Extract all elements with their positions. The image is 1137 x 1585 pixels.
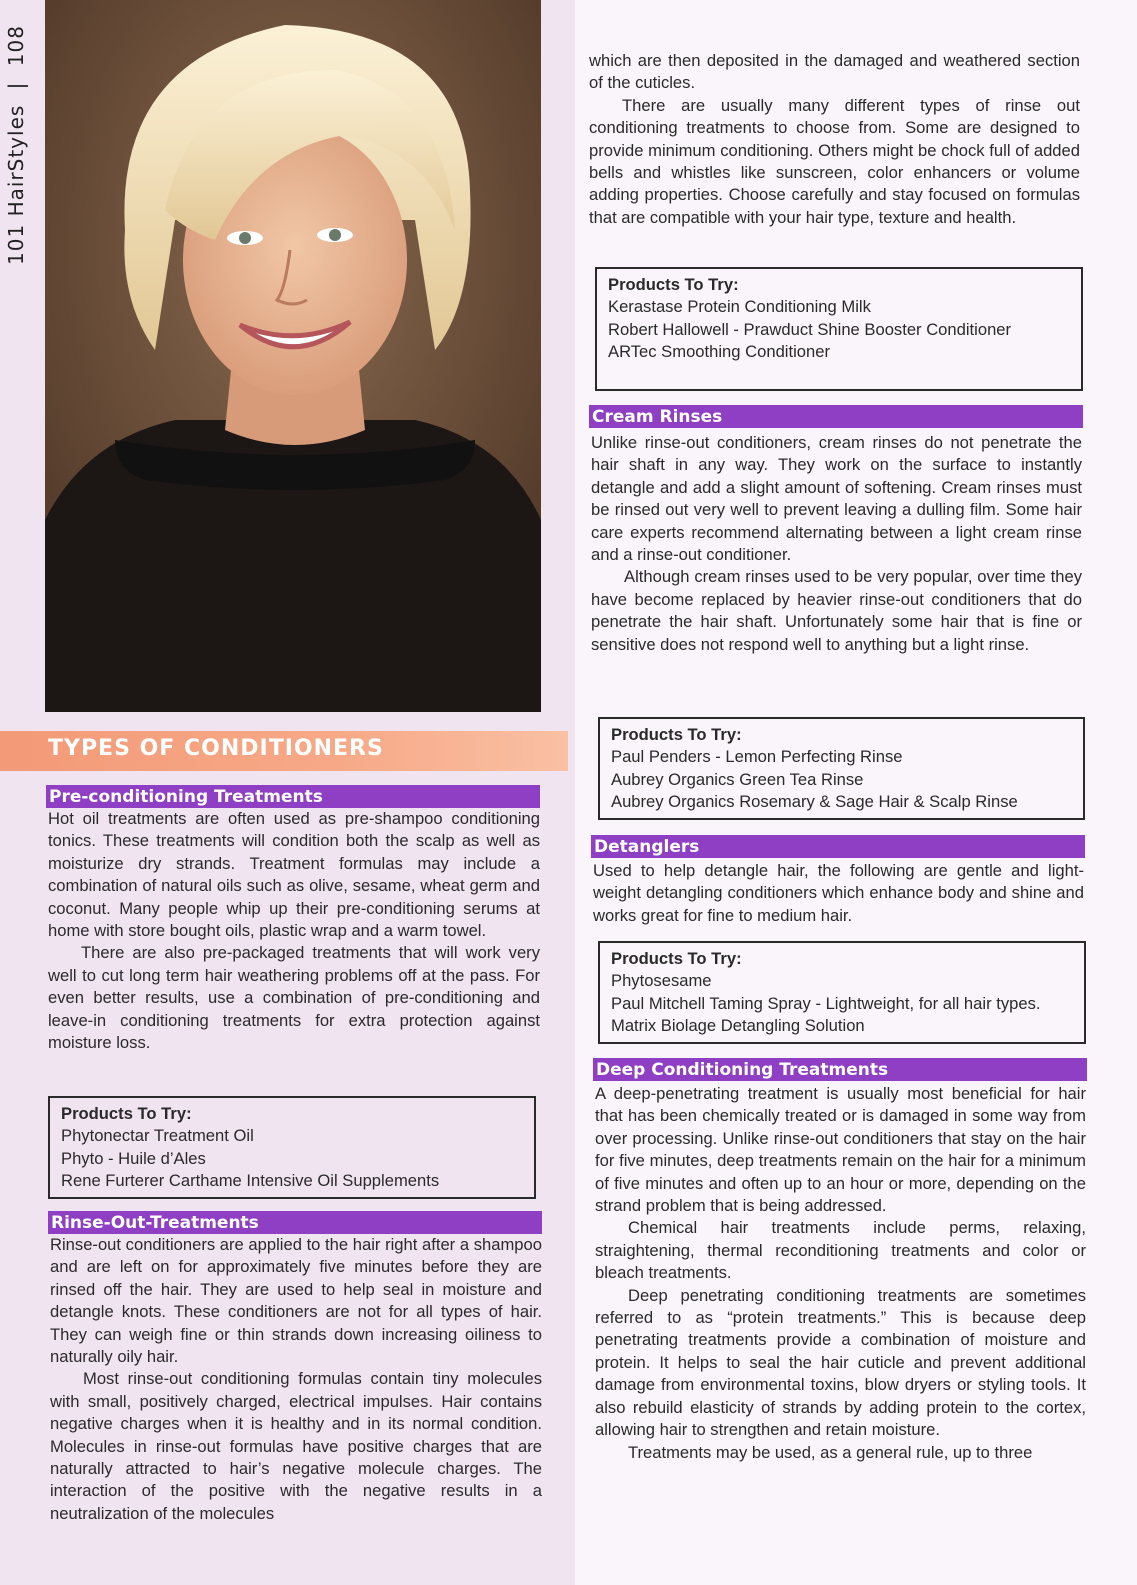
products-title: Products To Try: xyxy=(608,275,739,294)
rinse-out-continued-body xyxy=(589,50,1080,229)
paragraph: Most rinse-out conditioning formulas contain tiny molecules with small, positively charged, electrical impulses. Hair contains negative charges when it is healthy and in its normal condition. Molecules in rinse-out formulas have positive charges that are naturally attracted to hair’s negative molecule charges. The interaction of the positive with the negative results in a neutralization of the molecules xyxy=(50,1369,542,1523)
product-item: Paul Penders - Lemon Perfecting Rinse xyxy=(611,747,903,767)
product-item: Kerastase Protein Conditioning Milk xyxy=(608,297,871,317)
product-item: Aubrey Organics Green Tea Rinse xyxy=(611,769,864,789)
preconditioning-heading: Pre-conditioning Treatments xyxy=(46,785,540,808)
section-title: TYPES OF CONDITIONERS xyxy=(48,736,384,761)
paragraph: There are also pre-packaged treatments that will work very well to cut long term hair weathering problems off at the pass. For even better results, use a combination of pre-conditioning and leave-in conditioning treatments for extra protection against moisture loss. xyxy=(48,943,540,1053)
detanglers-body xyxy=(593,860,1084,927)
deep-conditioning-heading: Deep Conditioning Treatments xyxy=(593,1058,1087,1081)
paragraph: Unlike rinse-out conditioners, cream rinses do not penetrate the hair shaft in any way. They work on the surface to instantly detangle and add a slight amount of softening. Cream rinses must be rinsed out very well to prevent leaving a dulling film. Some hair care experts recommend alternating between a light cream rinse and a rinse-out conditioner. xyxy=(591,433,1082,565)
detanglers-products-box xyxy=(598,941,1086,1044)
product-item: Matrix Biolage Detangling Solution xyxy=(611,1016,865,1036)
paragraph: Used to help detangle hair, the following are gentle and light-weight detangling conditioners which enhance body and shine and works great for fine to medium hair. xyxy=(593,861,1084,925)
product-item: Paul Mitchell Taming Spray - Lightweight, for all hair types. xyxy=(611,993,1041,1013)
product-item: Rene Furterer Carthame Intensive Oil Supplements xyxy=(61,1171,440,1191)
page-number: 108 xyxy=(4,25,28,67)
cream-rinses-heading: Cream Rinses xyxy=(589,405,1083,428)
rinse-out-body xyxy=(50,1234,542,1525)
paragraph: Hot oil treatments are often used as pre-shampoo conditioning tonics. These treatments will condition both the scalp as well as moisturize dry strands. Treatment formulas may include a combination of natural oils such as olive, sesame, wheat germ and coconut. Many people whip up their pre-conditioning serums at home with store bought oils, plastic wrap and a warm towel. xyxy=(48,809,540,941)
products-title: Products To Try: xyxy=(61,1104,192,1123)
product-item: Robert Hallowell - Prawduct Shine Booster Conditioner xyxy=(608,319,1012,339)
paragraph: Chemical hair treatments include perms, relaxing, straightening, thermal reconditioning treatments and color or bleach treatments. xyxy=(595,1218,1086,1283)
rinse-out-heading: Rinse-Out-Treatments xyxy=(48,1211,542,1234)
cream-rinses-products-box xyxy=(598,717,1085,820)
rinse-out-products-box xyxy=(595,267,1083,391)
running-header xyxy=(2,20,30,270)
paragraph: A deep-penetrating treatment is usually most beneficial for hair that has been chemically treated or is damaged in some way from over processing. Unlike rinse-out conditioners that stay on the hair for five minutes, deep treatments remain on the hair for a minimum of five minutes and often up to an hour or more, depending on the strand problem that is being addressed. xyxy=(595,1084,1086,1216)
running-title: 101 HairStyles xyxy=(4,104,28,265)
products-title: Products To Try: xyxy=(611,725,742,744)
paragraph: Although cream rinses used to be very popular, over time they have become replaced by heavier rinse-out conditioners that do penetrate the hair shaft. Unfortunately some hair that is fine or sensitive does not respond well to anything but a light rinse. xyxy=(591,567,1082,654)
paragraph: Rinse-out conditioners are applied to the hair right after a shampoo and are left on for approximately five minutes before they are rinsed off the hair. They are used to help seal in moisture and detangle knots. These conditioners are not for all types of hair. They can weigh fine or thin strands down increasing oiliness to naturally oily hair. xyxy=(50,1235,542,1367)
product-item: Aubrey Organics Rosemary & Sage Hair & Scalp Rinse xyxy=(611,792,1018,812)
product-item: ARTec Smoothing Conditioner xyxy=(608,342,830,362)
cream-rinses-body xyxy=(591,432,1082,656)
title-separator: | xyxy=(4,81,28,90)
detanglers-heading: Detanglers xyxy=(591,835,1085,858)
paragraph: There are usually many different types of rinse out conditioning treatments to choose from. Some are designed to provide minimum conditioning. Others might be chock full of added bells and whistles like sunscreen, color enhancers or volume adding properties. Choose carefully and stay focused on formulas that are compatible with your hair type, texture and health. xyxy=(589,95,1080,227)
product-item: Phyto - Huile d’Ales xyxy=(61,1148,206,1168)
paragraph: Treatments may be used, as a general rule, up to three xyxy=(628,1442,1033,1462)
product-item: Phytosesame xyxy=(611,971,712,991)
paragraph: which are then deposited in the damaged and weathered section of the cuticles. xyxy=(589,51,1080,93)
portrait-photo xyxy=(45,0,541,712)
paragraph: Deep penetrating conditioning treatments are sometimes referred to as “protein treatments.” This is because deep penetrating treatments provide a combination of moisture and protein. It helps to seal the hair cuticle and prevent additional damage from environmental toxins, blow dryers or styling tools. It also rebuild elasticity of strands by adding protein to the cortex, allowing hair to strengthen and retain moisture. xyxy=(595,1285,1086,1440)
preconditioning-products-box xyxy=(48,1096,536,1199)
deep-conditioning-body xyxy=(595,1083,1086,1464)
product-item: Phytonectar Treatment Oil xyxy=(61,1126,254,1146)
preconditioning-body xyxy=(48,808,540,1054)
section-banner xyxy=(0,731,568,771)
products-title: Products To Try: xyxy=(611,949,742,968)
